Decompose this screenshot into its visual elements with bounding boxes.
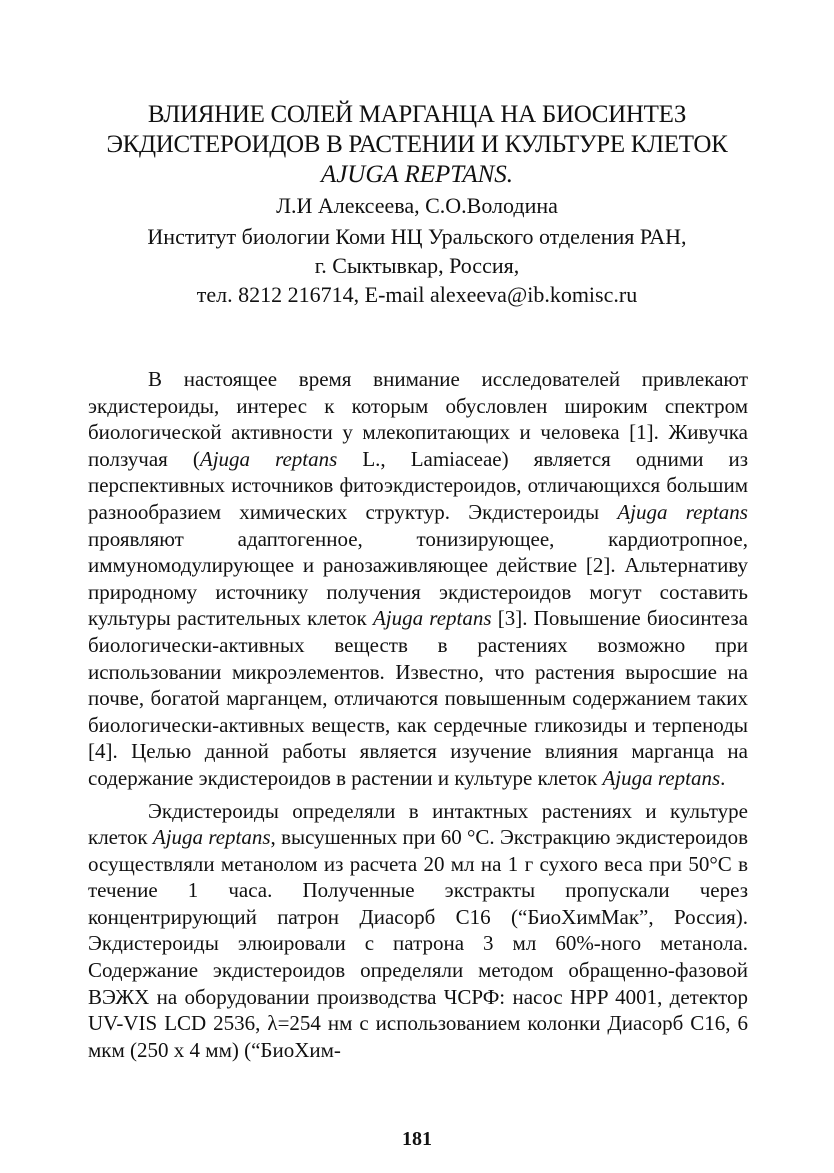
- page-number: 181: [402, 1128, 432, 1150]
- p1-species-4: Ajuga reptans: [602, 765, 721, 790]
- p2-text-1: Экдистероиды определяли в интактных растениях и культуре клеток: [88, 798, 748, 850]
- body-text: [88, 366, 748, 1063]
- paragraph-2: [88, 798, 748, 1064]
- p1-text-2: L., Lamiaceae) является одними из перспективных источников фитоэкдистероидов, отличающихся большим разнообразием химических структур. Экдистероиды: [88, 446, 748, 524]
- paragraph-1: [88, 366, 748, 792]
- p1-species-3: Ajuga reptans: [372, 606, 492, 631]
- affiliation-city: г. Сыктывкар, Россия,: [314, 253, 520, 278]
- p1-text-4: [3]. Повышение биосинтеза биологически-активных веществ в растениях возможно при использовании микроэлементов. Известно, что растения выросшие на почве, богатой марганцем, отличаются повышенным содержанием таких биологически-активных веществ, как сердечные гликозиды и терпеноды [4]. Целью данной работы является изучение влияния марганца на содержание экдистероидов в растении и культуре клеток: [88, 606, 748, 790]
- title-line-1: ВЛИЯНИЕ СОЛЕЙ МАРГАНЦА НА БИОСИНТЕЗ: [147, 101, 687, 128]
- title-line-3-species: AJUGA REPTANS.: [320, 161, 514, 188]
- p1-text-5: .: [720, 765, 726, 790]
- p1-text-3: проявляют адаптогенное, тонизирующее, кардиотропное, иммуномодулирующее и ранозаживляющее действие [2]. Альтернативу природному источнику получения экдистероидов могут составить культуры растительных клеток: [88, 526, 748, 631]
- p1-text-1: В настоящее время внимание исследователей привлекают экдистероиды, интерес к которым обусловлен широким спектром биологической активности у млекопитающих и человека [1]. Живучка ползучая (: [88, 367, 748, 471]
- p1-species-1: Ajuga reptans: [199, 446, 338, 471]
- authors: Л.И Алексеева, С.О.Володина: [276, 193, 558, 218]
- title-line-2: ЭКДИСТЕРОИДОВ В РАСТЕНИИ И КУЛЬТУРЕ КЛЕТОК: [106, 131, 728, 158]
- affiliation-contact: тел. 8212 216714, E-mail alexeeva@ib.komisc.ru: [196, 282, 638, 307]
- p2-species-1: Ajuga reptans: [152, 825, 271, 850]
- affiliation-block: [0, 222, 834, 309]
- title-block: [0, 100, 834, 220]
- p2-text-2: , высушенных при 60 °С. Экстракцию экдистероидов осуществляли метанолом из расчета 20 мл на 1 г сухого веса при 50°С в течение 1 часа. Полученные экстракты пропускали через концентрирующий патрон Диасорб С16 (“БиоХимМак”, Россия). Экдистероиды элюировали с патрона 3 мл 60%-ного метанола. Содержание экдистероидов определяли методом обращенно-фазовой ВЭЖХ на оборудовании производства ЧСРФ: насос HPP 4001, детектор UV-VIS LCD 2536, λ=254 нм с использованием колонки Диасорб С16, 6 мкм (250 х 4 мм) (“БиоХим-: [88, 825, 748, 1062]
- affiliation-institute: Институт биологии Коми НЦ Уральского отделения РАН,: [147, 224, 687, 249]
- p1-species-2: Ajuga reptans: [617, 499, 748, 524]
